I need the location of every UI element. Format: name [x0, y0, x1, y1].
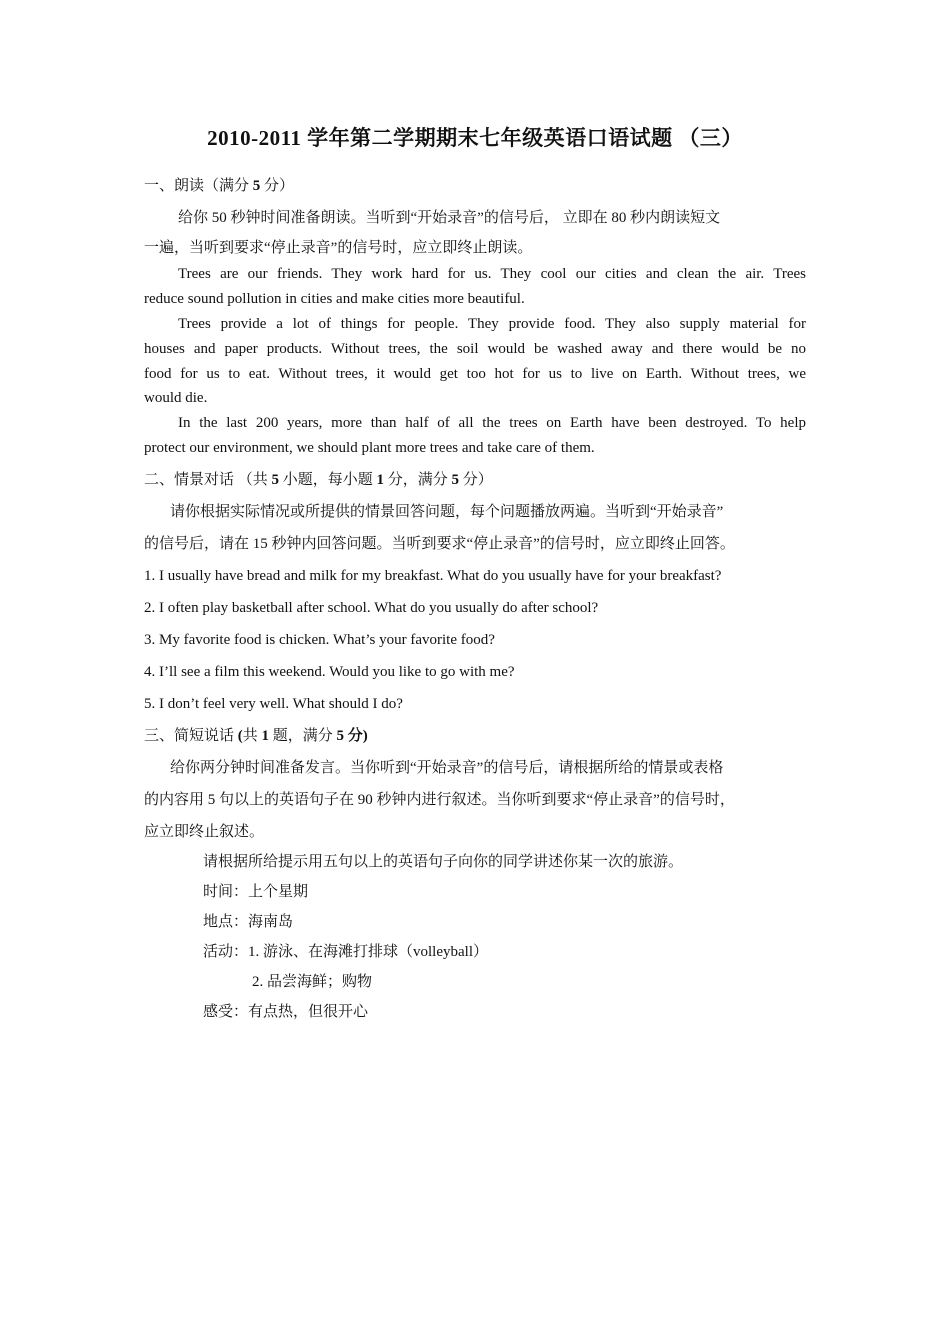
- passage-line: would die.: [144, 390, 208, 406]
- question-item: 4. I’ll see a film this weekend. Would you like to go with me?: [144, 664, 515, 680]
- page-title: 2010-2011 学年第二学期期末七年级英语口语试题 （三）: [207, 126, 743, 150]
- section2-heading: 二、情景对话 （共 5 小题，每小题 1 分，满分 5 分）: [144, 472, 493, 488]
- section3-instruction-line2: 的内容用 5 句以上的英语句子在 90 秒钟内进行叙述。当你听到要求“停止录音”的信号时，: [144, 792, 735, 808]
- passage-line: protect our environment, we should plant more trees and take care of them.: [144, 440, 595, 456]
- passage-line: houses and paper products. Without trees, the soil would be washed away and there would be no: [144, 341, 806, 357]
- section1-instruction-line2: 一遍，当听到要求“停止录音”的信号时，应立即终止朗读。: [144, 240, 533, 256]
- section3-instruction-line3: 应立即终止叙述。: [144, 824, 265, 840]
- passage-line: reduce sound pollution in cities and make cities more beautiful.: [144, 291, 525, 307]
- question-item: 2. I often play basketball after school. What do you usually do after school?: [144, 600, 599, 616]
- question-item: 1. I usually have bread and milk for my breakfast. What do you usually have for your breakfast?: [144, 568, 722, 584]
- hint-place: 地点：海南岛: [203, 914, 294, 930]
- passage-line: Trees are our friends. They work hard for us. They cool our cities and clean the air. Trees: [178, 266, 806, 282]
- section1-heading: 一、朗读（满分 5 分）: [144, 178, 295, 194]
- speaking-prompt: 请根据所给提示用五句以上的英语句子向你的同学讲述你某一次的旅游。: [203, 854, 684, 870]
- section3-instruction-line1: 给你两分钟时间准备发言。当你听到“开始录音”的信号后，请根据所给的情景或表格: [170, 760, 724, 776]
- section1-instruction-line1: 给你 50 秒钟时间准备朗读。当听到“开始录音”的信号后， 立即在 80 秒内朗读短文: [178, 210, 721, 226]
- passage-line: Trees provide a lot of things for people. They provide food. They also supply material for: [178, 316, 806, 332]
- section2-instruction-line2: 的信号后，请在 15 秒钟内回答问题。当听到要求“停止录音”的信号时，应立即终止回答。: [144, 536, 735, 552]
- hint-feeling: 感受：有点热，但很开心: [203, 1004, 369, 1020]
- hint-activity-1: 活动：1. 游泳、在海滩打排球（volleyball）: [203, 944, 488, 960]
- question-item: 5. I don’t feel very well. What should I do?: [144, 696, 403, 712]
- question-item: 3. My favorite food is chicken. What’s your favorite food?: [144, 632, 495, 648]
- passage-line: In the last 200 years, more than half of all the trees on Earth have been destroyed. To help: [178, 415, 806, 431]
- section2-instruction-line1: 请你根据实际情况或所提供的情景回答问题，每个问题播放两遍。当听到“开始录音”: [170, 504, 724, 520]
- hint-activity-2: 2. 品尝海鲜；购物: [252, 974, 373, 990]
- passage-line: food for us to eat. Without trees, it would get too hot for us to live on Earth. Without trees, we: [144, 366, 806, 382]
- hint-time: 时间：上个星期: [203, 884, 309, 900]
- section3-heading: 三、简短说话 (共 1 题，满分 5 分): [144, 728, 368, 744]
